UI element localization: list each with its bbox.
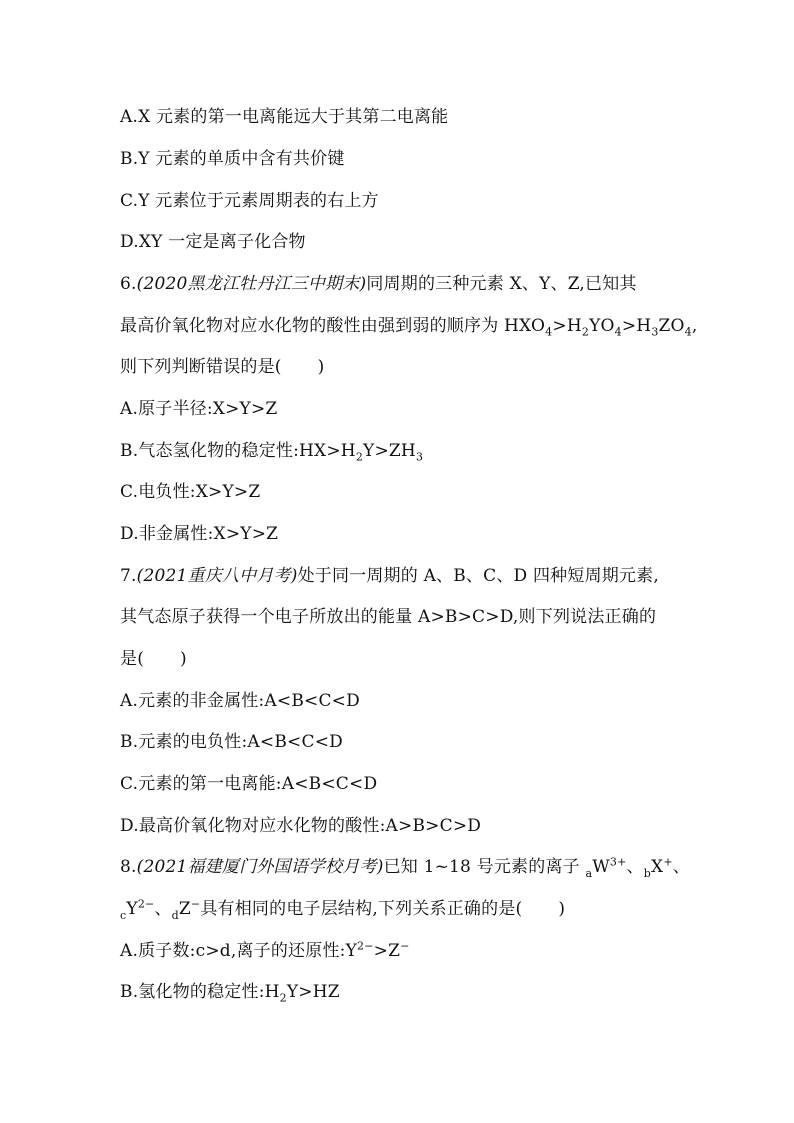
line-q7-stem-3 <box>120 648 187 670</box>
line-q5-option-a: A.X 元素的第一电离能远大于其第二电离能 <box>120 107 449 127</box>
line-q5-option-d: D.XY 一定是离子化合物 <box>120 232 306 252</box>
line-q7-option-d: D.最高价氧化物对应水化物的酸性:A>B>C>D <box>120 816 482 836</box>
q6-number: 6. <box>120 274 137 294</box>
q8-opt-b-a: B.氢化物的稳定性:H <box>120 982 280 1002</box>
sub: 3 <box>415 450 424 464</box>
prescript: b <box>643 867 651 880</box>
q7-number: 7. <box>120 566 137 586</box>
line-q5-option-b: B.Y 元素的单质中含有共价键 <box>120 149 345 169</box>
sup: + <box>663 855 673 869</box>
line-q7-stem-1 <box>120 565 659 587</box>
q6-stem-3b: ) <box>317 357 325 377</box>
line-q8-stem-1 <box>120 856 690 880</box>
q8-stem-2a: 具有相同的电子层结构,下列关系正确的是( <box>200 899 523 919</box>
sub: 4 <box>545 325 553 339</box>
sep: 、 <box>626 857 644 877</box>
sup: 3+ <box>609 855 627 869</box>
q6-stem-2-end: , <box>691 316 698 336</box>
sup: 2− <box>357 939 374 953</box>
prescript: c <box>120 909 127 922</box>
q6-stem-1: 同周期的三种元素 X、Y、Z,已知其 <box>366 274 637 294</box>
line-q6-stem-2 <box>120 315 697 337</box>
sub: 3 <box>651 325 659 339</box>
ion-x: X <box>651 857 664 877</box>
line-q6-option-d: D.非金属性:X>Y>Z <box>120 524 279 544</box>
line-q7-option-a: A.元素的非金属性:A<B<C<D <box>120 691 360 711</box>
sub: 4 <box>614 325 622 339</box>
q7-source: (2021重庆八中月考) <box>136 566 298 586</box>
q6-stem-3a: 则下列判断错误的是( <box>120 357 282 377</box>
q7-stem-3a: 是( <box>120 649 145 669</box>
line-q7-option-c: C.元素的第一电离能:A<B<C<D <box>120 774 378 794</box>
line-q8-stem-2 <box>120 898 565 922</box>
q8-stem-2b: ) <box>558 899 566 919</box>
sep: 、 <box>154 899 172 919</box>
ion-z: Z <box>178 899 191 919</box>
sub: 2 <box>279 991 287 1005</box>
line-q6-stem-3 <box>120 356 324 378</box>
prescript: a <box>585 867 593 880</box>
sup: − <box>400 939 410 953</box>
q8-opt-b-b: Y>HZ <box>286 982 340 1002</box>
q8-number: 8. <box>120 857 137 877</box>
q8-opt-a-b: >Z <box>373 941 401 961</box>
q8-stem-1a: 已知 1~18 号元素的离子 <box>383 857 586 877</box>
q6-stem-2b: YO <box>589 316 615 336</box>
line-q7-stem-2: 其气态原子获得一个电子所放出的能量 A>B>C>D,则下列说法正确的 <box>120 607 657 627</box>
q7-stem-3b: ) <box>180 649 187 669</box>
q6-gt-1: >H <box>552 316 582 336</box>
q7-stem-1: 处于同一周期的 A、B、C、D 四种短周期元素, <box>297 566 659 586</box>
q6-opt-b-b: Y>ZH <box>363 441 416 461</box>
line-q6-stem-1 <box>120 273 637 295</box>
sup: 2− <box>137 897 155 911</box>
q6-stem-2c: ZO <box>658 316 685 336</box>
q8-opt-a-a: A.质子数:c>d,离子的还原性:Y <box>120 941 358 961</box>
q6-stem-2a: 最高价氧化物对应水化物的酸性由强到弱的顺序为 HXO <box>120 316 546 336</box>
sub: 2 <box>355 450 364 464</box>
sub: 2 <box>581 325 590 339</box>
line-q7-option-b: B.元素的电负性:A<B<C<D <box>120 732 343 752</box>
sep: 、 <box>672 857 690 877</box>
prescript: d <box>171 909 179 922</box>
q6-gt-2: >H <box>621 316 652 336</box>
line-q6-option-b <box>120 440 423 462</box>
q8-source: (2021福建厦门外国语学校月考) <box>136 857 384 877</box>
line-q6-option-a: A.原子半径:X>Y>Z <box>120 399 278 419</box>
line-q8-option-a <box>120 940 410 962</box>
line-q6-option-c: C.电负性:X>Y>Z <box>120 482 261 502</box>
sub: 4 <box>684 325 692 339</box>
line-q5-option-c: C.Y 元素位于元素周期表的右上方 <box>120 191 379 211</box>
q6-source: (2020黑龙江牡丹江三中期末) <box>136 274 367 294</box>
line-q8-option-b <box>120 981 340 1003</box>
ion-y: Y <box>126 899 138 919</box>
q6-opt-b-a: B.气态氢化物的稳定性:HX>H <box>120 441 356 461</box>
ion-w: W <box>592 857 610 877</box>
sup: − <box>190 897 201 911</box>
